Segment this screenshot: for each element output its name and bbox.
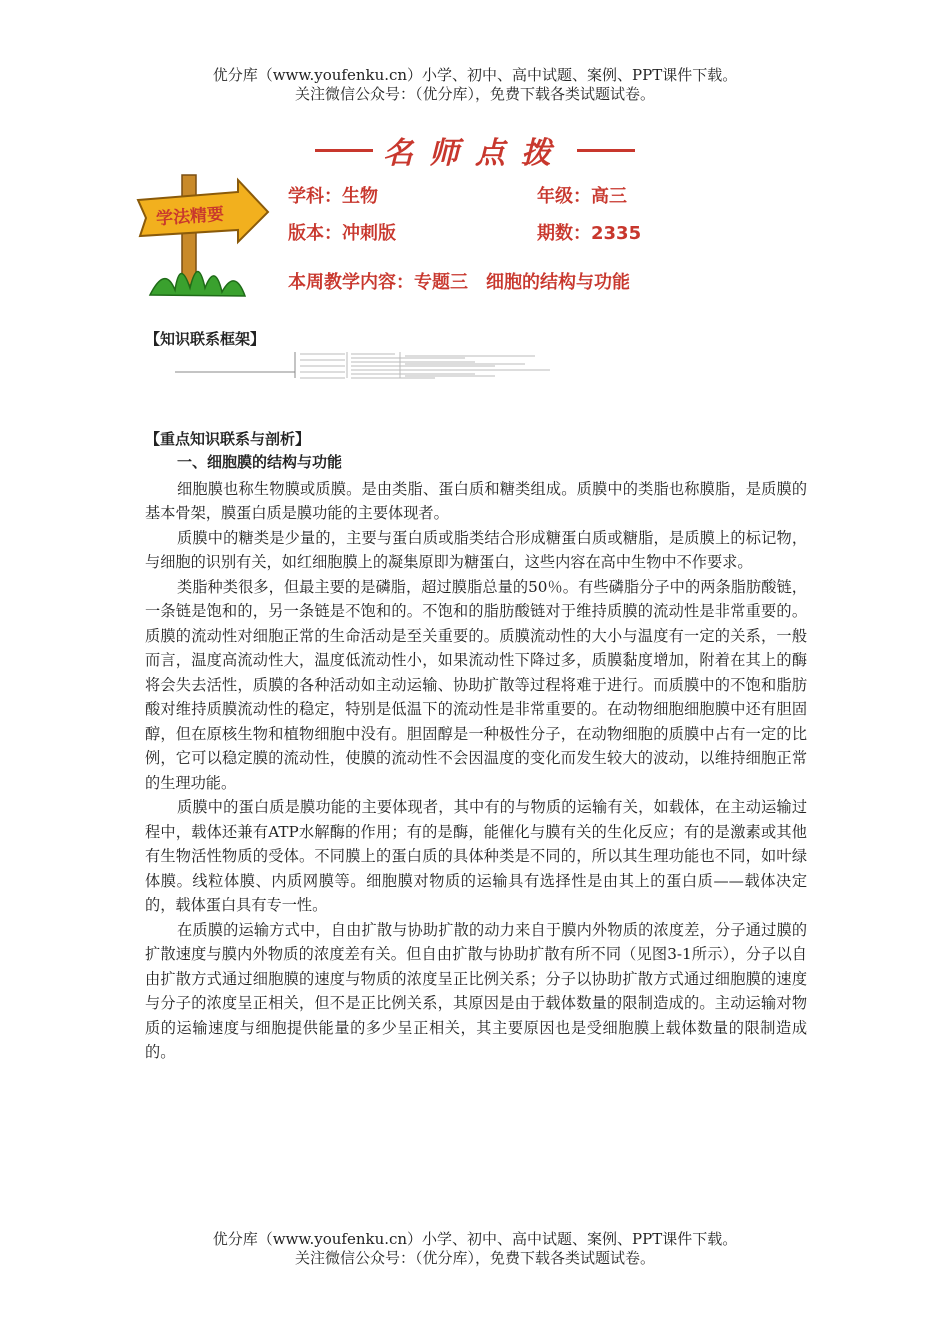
meta-grade: 年级：高三	[537, 186, 627, 207]
page-footer	[0, 1230, 950, 1268]
signpost-text: 学法精要	[155, 204, 225, 230]
meta-subject: 学科：生物	[288, 186, 378, 207]
banner-left-rule	[315, 149, 373, 152]
banner	[0, 128, 950, 172]
footer-line-1: 优分库（www.youfenku.cn）小学、初中、高中试题、案例、PPT课件下载。	[212, 1230, 738, 1248]
paragraph-4: 质膜中的蛋白质是膜功能的主要体现者，其中有的与物质的运输有关，如载体，在主动运输过程中，载体还兼有ATP水解酶的作用；有的是酶，能催化与膜有关的生化反应；有的是激素或其他有生物活性物质的受体。不同膜上的蛋白质的具体种类是不同的，所以其生理功能也不同，如叶绿体膜。线粒体膜、内质网膜等。细胞膜对物质的运输具有选择性是由其上的蛋白质——载体决定的，载体蛋白具有专一性。	[145, 798, 807, 914]
section-heading-1: 一、细胞膜的结构与功能	[177, 453, 343, 471]
meta-issue: 期数：2335	[537, 223, 642, 244]
signpost-logo	[130, 170, 270, 300]
footer-line-2: 关注微信公众号：（优分库），免费下载各类试题试卷。	[294, 1249, 655, 1267]
paragraph-2: 质膜中的糖类是少量的，主要与蛋白质或脂类结合形成糖蛋白质或糖脂，是质膜上的标记物，与细胞的识别有关，如红细胞膜上的凝集原即为糖蛋白，这些内容在高中生物中不作要求。	[145, 528, 807, 571]
banner-right-rule	[577, 149, 635, 152]
paragraph-3: 类脂种类很多，但最主要的是磷脂，超过膜脂总量的50％。有些磷脂分子中的两条脂肪酸链，一条链是饱和的，另一条链是不饱和的。不饱和的脂肪酸链对于维持质膜的流动性是非常重要的。质膜的流动性对细胞正常的生命活动是至关重要的。质膜流动性的大小与温度有一定的关系，一般而言，温度高流动性大，温度低流动性小，如果流动性下降过多，质膜黏度增加，附着在其上的酶将会失去活性，质膜的各种活动如主动运输、协助扩散等过程将难于进行。而质膜中的不饱和脂肪酸对维持质膜流动性的稳定，特别是低温下的流动性是非常重要的。在动物细胞细胞膜中还有胆固醇，但在原核生物和植物细胞中没有。胆固醇是一种极性分子，在动物细胞的质膜中占有一定的比例，它可以稳定膜的流动性，使膜的流动性不会因温度的变化而发生较大的波动，以维持细胞正常的生理功能。	[145, 577, 807, 792]
main-content	[145, 450, 807, 1065]
page-header	[0, 66, 950, 104]
meta-weekly-content: 本周教学内容：专题三 细胞的结构与功能	[288, 272, 630, 293]
meta-edition: 版本：冲刺版	[288, 223, 396, 244]
knowledge-framework-diagram	[175, 350, 555, 380]
grass-icon	[150, 272, 245, 297]
header-line-1: 优分库（www.youfenku.cn）小学、初中、高中试题、案例、PPT课件下载。	[212, 66, 738, 84]
analysis-title: 【重点知识联系与剖析】	[145, 430, 311, 448]
paragraph-5: 在质膜的运输方式中，自由扩散与协助扩散的动力来自于膜内外物质的浓度差，分子通过膜的扩散速度与膜内外物质的浓度差有关。但自由扩散与协助扩散有所不同（见图3-1所示），分子以自由扩散方式通过细胞膜的速度与物质的浓度呈正比例关系；分子以协助扩散方式通过细胞膜的速度与分子的浓度呈正相关，但不是正比例关系，其原因是由于载体数量的限制造成的。主动运输对物质的运输速度与细胞提供能量的多少呈正相关，其主要原因也是受细胞膜上载体数量的限制造成的。	[145, 920, 807, 1061]
framework-title: 【知识联系框架】	[145, 330, 266, 348]
banner-title: 名师点拨	[383, 136, 567, 171]
header-line-2: 关注微信公众号：（优分库），免费下载各类试题试卷。	[294, 85, 655, 103]
paragraph-1: 细胞膜也称生物膜或质膜。是由类脂、蛋白质和糖类组成。质膜中的类脂也称膜脂，是质膜的基本骨架，膜蛋白质是膜功能的主要体现者。	[145, 479, 807, 522]
